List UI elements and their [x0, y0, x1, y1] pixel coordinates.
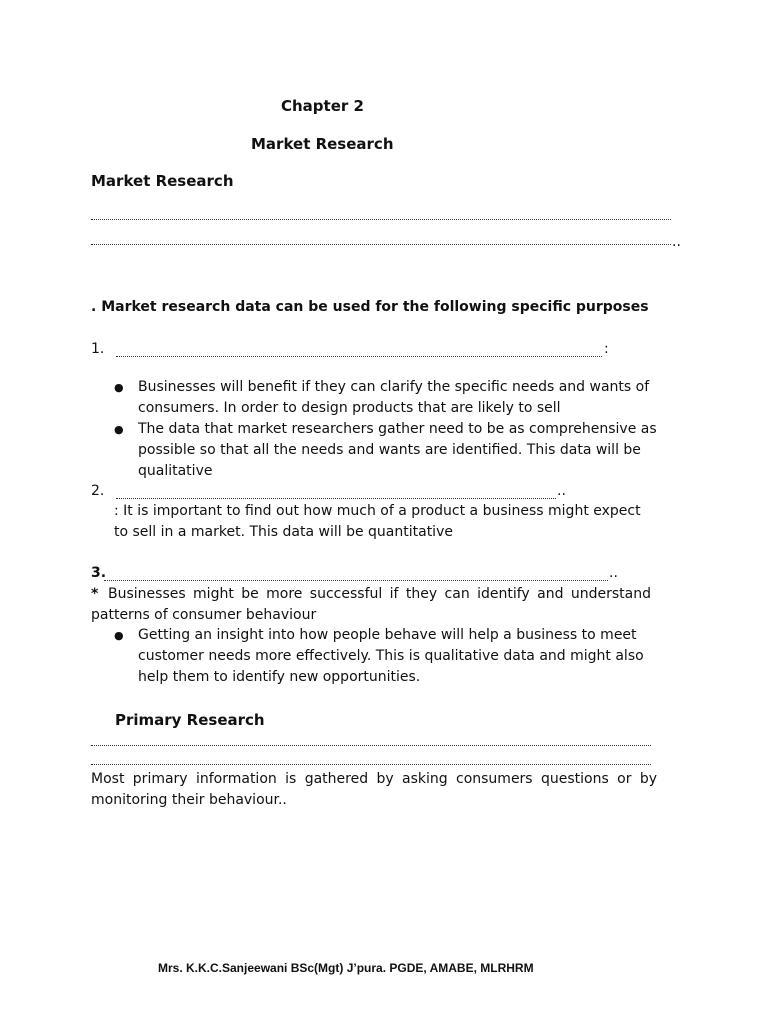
- page-title: Market Research: [251, 135, 394, 153]
- bullet-item: ● The data that market researchers gather need to be as comprehensive as possible so that all the needs and wants are identified. This data will be qualitative: [138, 419, 658, 482]
- item-tail: :: [604, 341, 609, 357]
- primary-research-text: Most primary information is gathered by asking consumers questions or by monitoring their behaviour..: [91, 771, 657, 808]
- bullet-item: ● Getting an insight into how people behave will help a business to meet customer needs more effectively. This is qualitative data and might also help them to identify new opportunities.: [138, 625, 658, 688]
- item-number: 3.: [91, 565, 107, 581]
- answer-line: [91, 243, 671, 245]
- answer-line: [104, 579, 608, 581]
- item-text: : It is important to find out how much of a product a business might expect to sell in a market. This data will be quantitative: [114, 503, 641, 540]
- item-text: Businesses might be more successful if they can identify and understand patterns of consumer behaviour: [91, 586, 651, 623]
- answer-line: [91, 744, 651, 746]
- purposes-intro: . Market research data can be used for the following specific purposes: [91, 299, 649, 315]
- author-footer: Mrs. K.K.C.Sanjeewani BSc(Mgt) J’pura. PGDE, AMABE, MLRHRM: [158, 961, 534, 975]
- answer-line: [91, 218, 671, 220]
- primary-research-heading: Primary Research: [115, 711, 265, 729]
- section-heading: Market Research: [91, 172, 234, 190]
- item-number: 1.: [91, 341, 105, 357]
- item-tail: ..: [609, 565, 618, 581]
- bullet-item: ● Businesses will benefit if they can clarify the specific needs and wants of consumers. In order to design products that are likely to sell: [138, 377, 658, 419]
- chapter-label: Chapter 2: [281, 97, 364, 115]
- star-marker: *: [91, 586, 99, 602]
- item-tail: ..: [557, 483, 566, 499]
- answer-line: [116, 355, 602, 357]
- answer-line: [91, 763, 651, 765]
- item-number: 2.: [91, 483, 105, 499]
- line-end-dots: ..: [672, 234, 681, 250]
- answer-line: [116, 497, 556, 499]
